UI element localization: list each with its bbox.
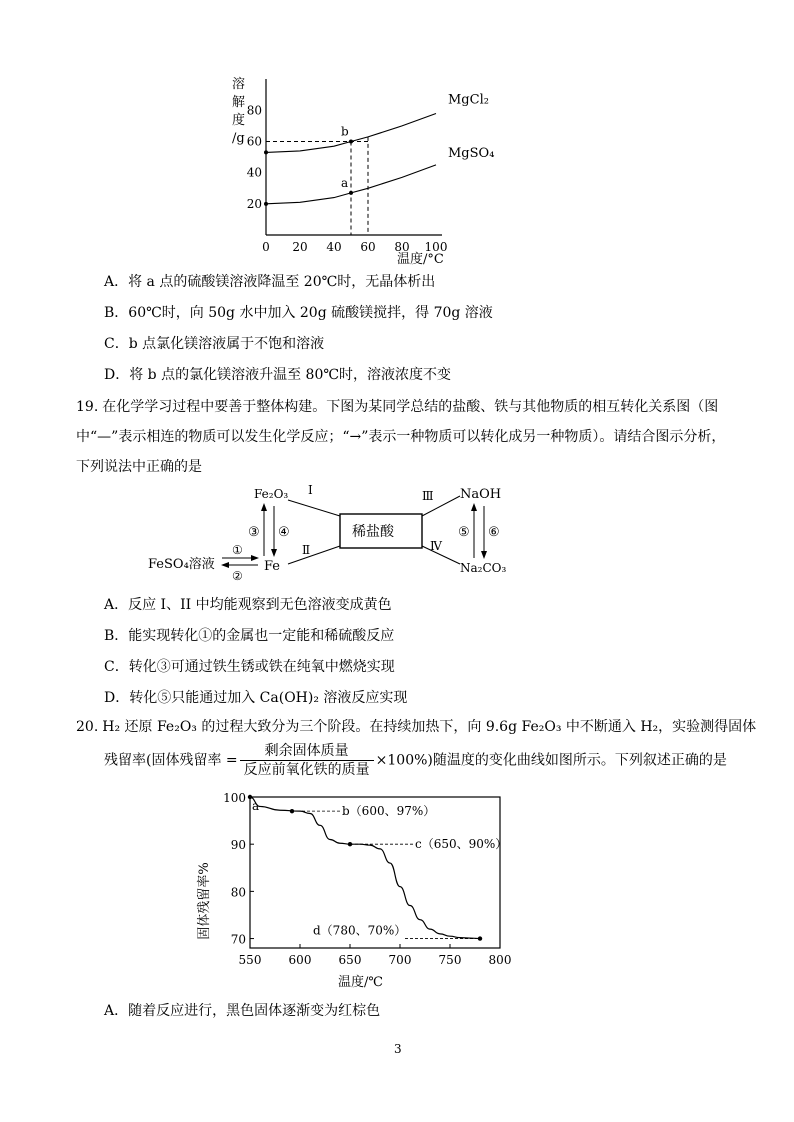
residue-rate-chart bbox=[190, 786, 520, 998]
x-tick-label: 600 bbox=[288, 953, 312, 967]
q19-text: 在化学学习过程中要善于整体构建。下图为某同学总结的盐酸、铁与其他物质的相互转化关系图（图中“—”表示相连的物质可以发生化学反应；“→”表示一种物质可以转化成另一种物质）。请结合图示分析，下列说法中正确的是 bbox=[76, 399, 726, 475]
label-iii: Ⅲ bbox=[422, 489, 434, 503]
naoh-label: NaOH bbox=[460, 487, 502, 502]
series-start-dot bbox=[264, 150, 268, 154]
q19-option-b: B．能实现转化①的金属也一定能和稀硫酸反应 bbox=[104, 628, 395, 644]
y-tick-label: 100 bbox=[223, 791, 246, 805]
series-line bbox=[266, 114, 436, 153]
q20-text-line1: H₂ 还原 Fe₂O₃ 的过程大致分为三个阶段。在持续加热下，向 9.6g Fe₂O₃ 中不断通入 H₂，实验测得固体 bbox=[102, 719, 757, 735]
y-tick-label: 20 bbox=[246, 196, 262, 211]
x-tick-label: 80 bbox=[394, 240, 410, 254]
data-points bbox=[266, 125, 368, 235]
residue-curve bbox=[250, 797, 480, 939]
y-label-char: 解 bbox=[232, 95, 246, 110]
fe2o3-label: Fe₂O₃ bbox=[254, 487, 289, 501]
conv-3: ③ bbox=[248, 525, 260, 540]
q19-stem bbox=[76, 392, 736, 482]
label-i: Ⅰ bbox=[308, 483, 313, 497]
q19-option-c: C．转化③可通过铁生锈或铁在纯氧中燃烧实现 bbox=[104, 659, 395, 675]
point-label: c（650、90%） bbox=[415, 837, 508, 852]
y-tick-label: 40 bbox=[246, 165, 262, 180]
conv-4: ④ bbox=[278, 525, 290, 540]
solubility-chart bbox=[220, 70, 495, 270]
page-number: 3 bbox=[394, 1042, 402, 1056]
y-tick-label: 90 bbox=[230, 838, 246, 853]
q20-line2 bbox=[104, 742, 727, 779]
series-label: MgCl₂ bbox=[448, 92, 489, 108]
q20-line1 bbox=[76, 716, 756, 736]
series-lines bbox=[264, 92, 494, 205]
question-number: 20. bbox=[76, 719, 99, 735]
y-label-char: 溶 bbox=[232, 77, 246, 92]
y-axis-label bbox=[232, 76, 245, 146]
x-tick-label: 550 bbox=[238, 953, 262, 967]
link-i bbox=[288, 500, 340, 516]
q20-text-prefix: 残留率(固体残留率 = bbox=[104, 752, 238, 769]
x-tick-label: 650 bbox=[338, 953, 362, 967]
x-tick-label: 0 bbox=[262, 240, 270, 254]
series-label: MgSO₄ bbox=[448, 145, 495, 161]
series-line bbox=[250, 797, 480, 939]
y-tick-label: 70 bbox=[230, 932, 246, 947]
x-tick-label: 60 bbox=[360, 240, 376, 254]
x-tick-label: 40 bbox=[326, 240, 342, 254]
x-tick-label: 800 bbox=[488, 953, 512, 967]
point-label: a bbox=[252, 799, 260, 813]
conversion-diagram bbox=[140, 478, 540, 586]
feso4-label: FeSO₄溶液 bbox=[148, 557, 215, 572]
x-tick-label: 750 bbox=[438, 953, 462, 967]
point-a bbox=[349, 191, 353, 195]
point-label: d（780、70%） bbox=[313, 923, 407, 938]
y-tick-label: 60 bbox=[246, 134, 262, 149]
q19-option-d: D．转化⑤只能通过加入 Ca(OH)₂ 溶液反应实现 bbox=[104, 690, 408, 706]
axes bbox=[266, 79, 442, 235]
link-ii bbox=[288, 546, 340, 564]
x-axis-label: 温度/℃ bbox=[338, 975, 383, 990]
fe-label: Fe bbox=[264, 559, 281, 574]
conv-2: ② bbox=[232, 569, 243, 583]
x-tick-label: 700 bbox=[388, 953, 412, 967]
y-label-char: 度 bbox=[232, 113, 246, 128]
point-label: a bbox=[341, 175, 349, 190]
y-tick-label: 80 bbox=[246, 103, 262, 118]
question-number: 19. bbox=[76, 399, 99, 415]
q18-option-d: D．将 b 点的氯化镁溶液升温至 80℃时，溶液浓度不变 bbox=[104, 367, 452, 383]
conv-5: ⑤ bbox=[458, 525, 470, 540]
label-ii: Ⅱ bbox=[302, 543, 311, 557]
hcl-label: 稀盐酸 bbox=[352, 524, 394, 540]
y-axis-label: 固体残留率% bbox=[197, 862, 212, 940]
conv-6: ⑥ bbox=[488, 525, 500, 540]
residue-formula bbox=[240, 742, 374, 779]
x-tick-label: 100 bbox=[424, 240, 448, 254]
label-iv: Ⅳ bbox=[430, 539, 442, 553]
series-start-dot bbox=[264, 202, 268, 206]
na2co3-label: Na₂CO₃ bbox=[460, 561, 507, 575]
q20-option-a: A．随着反应进行，黑色固体逐渐变为红棕色 bbox=[104, 1003, 381, 1019]
point-label: b bbox=[341, 124, 349, 139]
x-axis-label: 温度/°C bbox=[397, 252, 444, 267]
data-points bbox=[248, 795, 508, 941]
y-tick-label: 80 bbox=[230, 885, 246, 900]
y-label-char: /g bbox=[232, 131, 245, 146]
point-label: b（600、97%） bbox=[342, 804, 436, 819]
q20-text-suffix: ×100%)随温度的变化曲线如图所示。下列叙述正确的是 bbox=[375, 752, 727, 769]
formula-denominator: 反应前氧化铁的质量 bbox=[243, 762, 370, 778]
q18-option-a: A．将 a 点的硫酸镁溶液降温至 20℃时，无晶体析出 bbox=[104, 274, 436, 290]
x-tick-label: 20 bbox=[292, 240, 308, 254]
q19-option-a: A．反应 I、II 中均能观察到无色溶液变成黄色 bbox=[104, 597, 392, 613]
q18-option-b: B．60℃时，向 50g 水中加入 20g 硫酸镁搅拌，得 70g 溶液 bbox=[104, 305, 493, 321]
q18-option-c: C．b 点氯化镁溶液属于不饱和溶液 bbox=[104, 336, 325, 352]
formula-numerator: 剩余固体质量 bbox=[240, 742, 374, 761]
point-b bbox=[349, 140, 353, 144]
conv-1: ① bbox=[232, 543, 243, 557]
